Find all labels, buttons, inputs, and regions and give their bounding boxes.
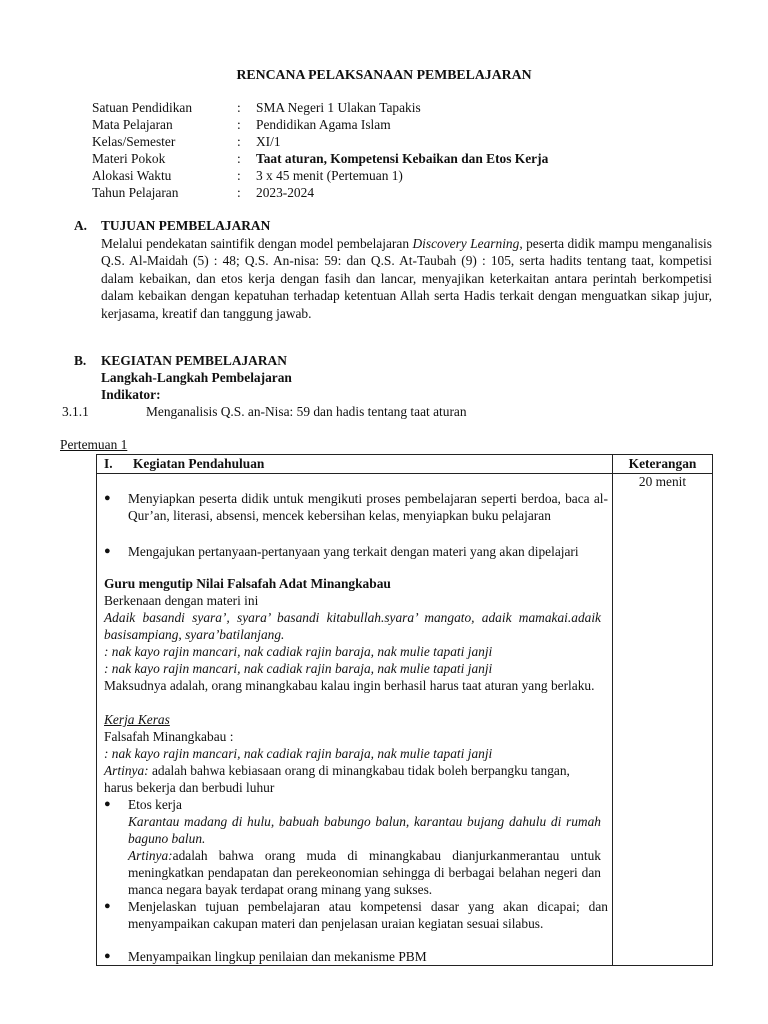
section-b-subtitle: Langkah-Langkah Pembelajaran [101,370,292,385]
bullet-icon: ● [104,900,111,912]
objective-text: Melalui pendekatan saintifik dengan model pembelajaran [101,236,410,251]
etos-label: Etos kerja [128,797,182,812]
table-column-divider [612,455,613,965]
artinya-label: Artinya: [104,763,149,778]
info-separator: : [237,168,241,183]
info-label: Alokasi Waktu [92,168,172,183]
table-header-number: I. [104,456,113,471]
info-value: 2023-2024 [256,185,315,200]
bullet-icon: ● [104,950,111,962]
section-a-title: TUJUAN PEMBELAJARAN [101,218,271,233]
info-label: Satuan Pendidikan [92,100,193,115]
adat-quote: Adaik basandi syara’, syara’ basandi kitabullah.syara’ mangato, adaik mamakai.adaik basisampiang, syara’batilanjang. [104,610,601,642]
info-label: Tahun Pelajaran [92,185,179,200]
info-separator: : [237,151,241,166]
indicator-label: Indikator: [101,387,161,402]
objective-text-cont: , peserta didik mampu menganalisis Q.S. Al-Maidah (5) : 48; Q.S. An-nisa: 59: dan Q.S. At-Taubah (9) : 105, serta hadits tentang taat, kompetisi dalam kebaikan, dan etos kerja dengan fasih dan lancar, menyajikan keterkaitan antara perintah berkompetisi dalam kebaikan dengan kepatuhan terhadap ketentuan Allah serta Hadis terkait dengan menguatkan sikap jujur, kerjasama, kreatif dan tanggung jawab. [101,236,712,321]
info-value: 3 x 45 menit (Pertemuan 1) [256,168,403,183]
info-label: Kelas/Semester [92,134,176,149]
info-label: Mata Pelajaran [92,117,173,132]
rajin-quote-1: : nak kayo rajin mancari, nak cadiak rajin baraja, nak mulie tapati janji [104,644,493,659]
rajin-quote-2: : nak kayo rajin mancari, nak cadiak rajin baraja, nak mulie tapati janji [104,661,493,676]
list-item-text: Mengajukan pertanyaan-pertanyaan yang terkait dengan materi yang akan dipelajari [128,544,579,559]
etos-artinya [128,847,601,898]
info-separator: : [237,100,241,115]
list-item [104,796,601,813]
list-item-text: Menjelaskan tujuan pembelajaran atau kompetensi dasar yang akan dicapai; dan menyampaikan cakupan materi dan penjelasan uraian kegiatan sesuai silabus. [128,899,608,931]
list-item [104,543,601,577]
bullet-icon: ● [104,798,111,810]
info-value: Pendidikan Agama Islam [256,117,391,132]
info-separator: : [237,185,241,200]
activity-table [96,454,713,966]
kerja-keras-heading: Kerja Keras [104,712,170,727]
berkenaan-text: Berkenaan dengan materi ini [104,593,259,608]
falsafah-label: Falsafah Minangkabau : [104,729,234,744]
rajin-quote-3: : nak kayo rajin mancari, nak cadiak rajin baraja, nak mulie tapati janji [104,746,493,761]
info-value: Taat aturan, Kompetensi Kebaikan dan Etos Kerja [256,151,549,166]
etos-artinya-text: adalah bahwa orang muda di minangkabau dianjurkanmerantau untuk meningkatkan pendapatan dan perekeonomian sehingga di berbagai belahan negeri dan manca negara bayak terdapat orang minang yang sukses. [128,848,601,897]
etos-quote: Karantau madang di hulu, babuah babungo balun, karantau bujang dahulu di rumah baguno balun. [128,814,601,846]
meeting-label: Pertemuan 1 [60,437,128,452]
info-value: SMA Negeri 1 Ulakan Tapakis [256,100,421,115]
indicator-text: Menganalisis Q.S. an-Nisa: 59 dan hadis tentang taat aturan [146,404,467,419]
model-name: Discovery Learning [412,236,520,251]
document-title: RENCANA PELAKSANAAN PEMBELAJARAN [236,67,532,82]
section-b-letter: B. [74,353,87,368]
list-item-text: Menyampaikan lingkup penilaian dan mekanisme PBM [128,949,427,964]
bullet-icon: ● [104,492,111,504]
section-b-title: KEGIATAN PEMBELAJARAN [101,353,287,368]
info-separator: : [237,134,241,149]
info-label: Materi Pokok [92,151,166,166]
list-item [104,898,608,949]
info-separator: : [237,117,241,132]
table-header-activity: Kegiatan Pendahuluan [133,456,265,471]
section-a-letter: A. [74,218,88,233]
indicator-number: 3.1.1 [62,404,89,419]
info-value: XI/1 [256,134,281,149]
maksudnya-text: Maksudnya adalah, orang minangkabau kalau ingin berhasil harus taat aturan yang berlaku. [104,678,595,693]
bullet-icon: ● [104,545,111,557]
minang-heading: Guru mengutip Nilai Falsafah Adat Minangkabau [104,576,391,591]
table-header-notes: Keterangan [628,456,697,471]
artinya-paragraph [104,762,601,796]
list-item-text: Menyiapkan peserta didik untuk mengikuti proses pembelajaran seperti berdoa, baca al-Qur’an, literasi, absensi, mencek kebersihan kelas, menyiapkan buku pelajaran [128,491,608,523]
duration: 20 menit [638,474,687,489]
list-item [104,948,601,965]
artinya-text: adalah bahwa kebiasaan orang di minangkabau tidak boleh berpangku tangan, harus bekerja dan berbudi luhur [104,763,570,795]
list-item [104,490,608,541]
section-a-paragraph [101,235,712,322]
etos-artinya-label: Artinya: [128,848,173,863]
